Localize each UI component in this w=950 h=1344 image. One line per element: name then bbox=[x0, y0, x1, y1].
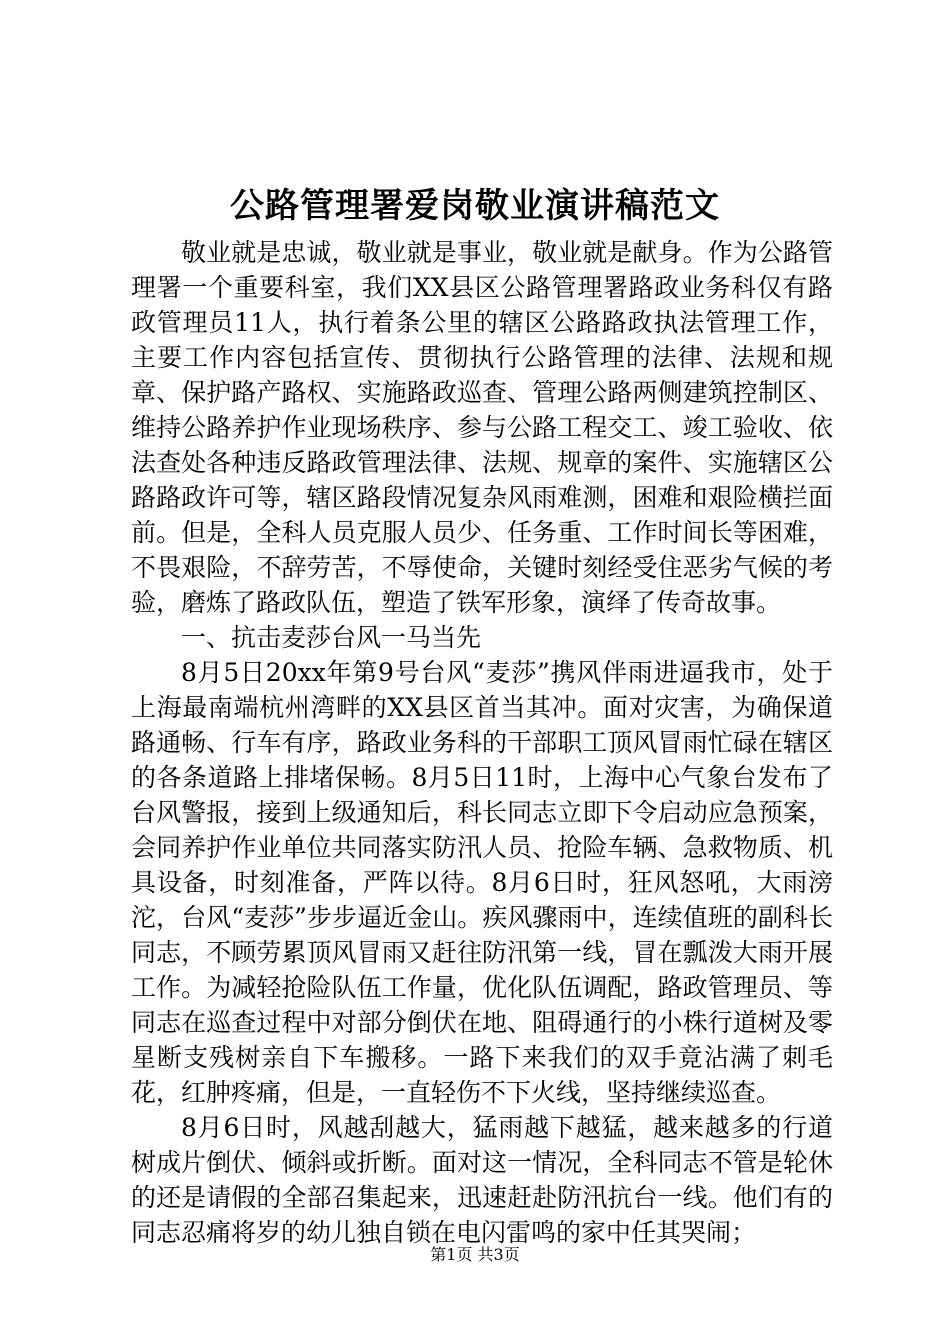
page-footer: 第1页 共3页 bbox=[430, 1245, 520, 1264]
section-heading-1: 一、抗击麦莎台风一马当先 bbox=[181, 623, 482, 652]
paragraph-typhoon-2: 8月6日时，风越刮越大，猛雨越下越猛，越来越多的行道树成片倒伏、倾斜或折断。面对这一情况，全科同志不管是轮休的还是请假的全部召集起来，迅速赶赴防汛抗台一线。他们有的同志忍痛将岁的幼儿独自锁在电闪雷鸣的家中任其哭闹； bbox=[131, 1113, 833, 1247]
document-body bbox=[131, 235, 833, 1250]
document-title: 公路管理署爱岗敬业演讲稿范文 bbox=[230, 186, 720, 226]
paragraph-intro: 敬业就是忠诚，敬业就是事业，敬业就是献身。作为公路管理署一个重要科室，我们XX县区公路管理署路政业务科仅有路政管理员11人，执行着条公里的辖区公路路政执法管理工作，主要工作内容包括宣传、贯彻执行公路管理的法律、法规和规章、保护路产路权、实施路政巡查、管理公路两侧建筑控制区、维持公路养护作业现场秩序、参与公路工程交工、竣工验收、依法查处各种违反路政管理法律、法规、规章的案件、实施辖区公路路政许可等，辖区路段情况复杂风雨难测，困难和艰险横拦面前。但是，全科人员克服人员少、任务重、工作时间长等困难，不畏艰险，不辞劳苦，不辱使命，关键时刻经受住恶劣气候的考验，磨炼了路政队伍，塑造了铁军形象，演绎了传奇故事。 bbox=[131, 238, 833, 617]
paragraph-typhoon-1: 8月5日20xx年第9号台风“麦莎”携风伴雨进逼我市，处于上海最南端杭州湾畔的XX县区首当其冲。面对灾害，为确保道路通畅、行车有序，路政业务科的干部职工顶风冒雨忙碌在辖区的各条道路上排堵保畅。8月5日11时，上海中心气象台发布了台风警报，接到上级通知后，科长同志立即下令启动应急预案，会同养护作业单位共同落实防汛人员、抢险车辆、急救物质、机具设备，时刻准备，严阵以待。8月6日时，狂风怒吼，大雨滂沱，台风“麦莎”步步逼近金山。疾风骤雨中，连续值班的副科长同志，不顾劳累顶风冒雨又赶往防汛第一线，冒在瓢泼大雨开展工作。为减轻抢险队伍工作量，优化队伍调配，路政管理员、等同志在巡查过程中对部分倒伏在地、阻碍通行的小株行道树及零星断支残树亲自下车搬移。一路下来我们的双手竟沾满了刺毛花，红肿疼痛，但是，一直轻伤不下火线，坚持继续巡查。 bbox=[131, 658, 833, 1107]
